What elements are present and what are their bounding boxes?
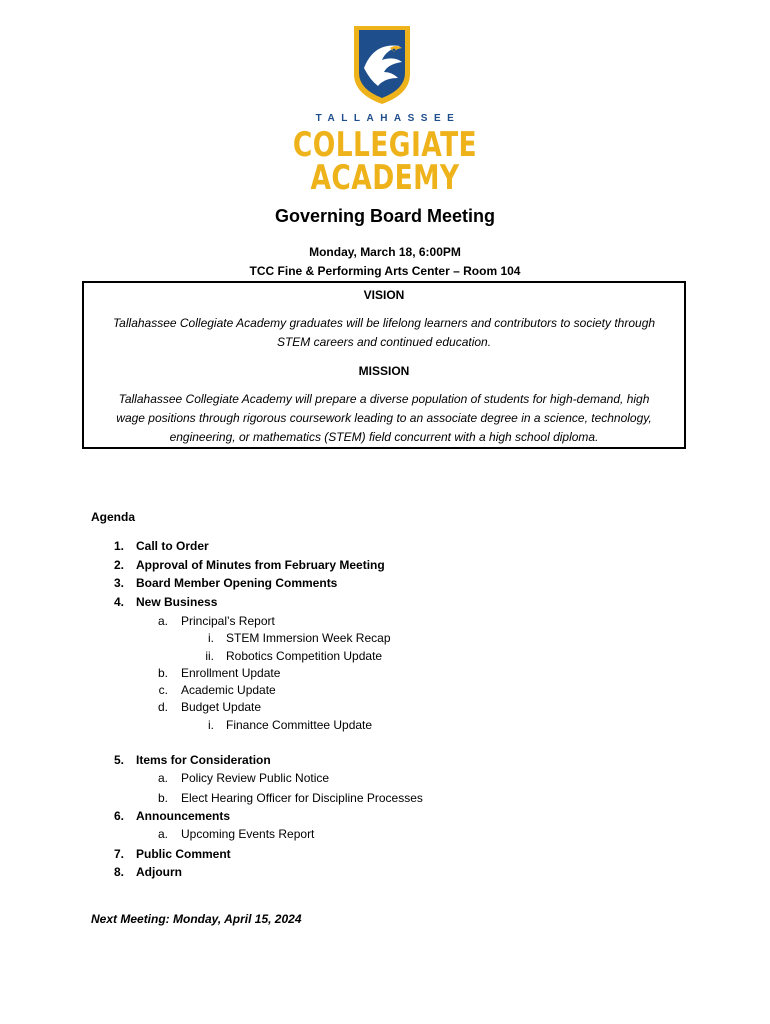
agenda-item-text: Policy Review Public Notice [181,771,330,785]
agenda-item-number: d. [157,700,168,714]
agenda-item-text: Items for Consideration [136,753,271,767]
agenda-item-number: 6. [113,809,124,823]
mission-line-3: engineering, or mathematics (STEM) field concurrent with a high school diploma. [169,430,599,444]
agenda-item-number: 2. [113,558,124,572]
mission-line-1: Tallahassee Collegiate Academy will prepare a diverse population of students for high-demand, high [118,392,650,406]
agenda-item-number: ii. [205,649,214,663]
agenda-item-number: 5. [113,753,124,767]
logo-collegiate-text: COLLEGIATE [292,125,478,165]
agenda-item-text: STEM Immersion Week Recap [226,631,391,645]
agenda-item-text: Elect Hearing Officer for Discipline Processes [181,791,423,805]
agenda-item-text: Robotics Competition Update [226,649,383,663]
agenda-item-number: i. [208,718,214,732]
agenda-item-number: a. [157,614,168,628]
logo-tallahassee-text: TALLAHASSEE [315,113,461,124]
agenda-item-number: i. [208,631,214,645]
mission-line-2: wage positions through rigorous coursework leading to an associate degree in a science, technology, [116,411,652,425]
agenda-item-number: 1. [113,539,124,553]
agenda-item-text: Principal’s Report [181,614,275,628]
agenda-item-number: c. [158,683,168,697]
agenda-item-text: Budget Update [181,700,262,714]
agenda-item-text: Finance Committee Update [226,718,373,732]
meeting-date: Monday, March 18, 6:00PM [309,245,461,259]
agenda-item-text: Announcements [136,809,231,823]
agenda-item-text: New Business [136,595,218,609]
meeting-venue: TCC Fine & Performing Arts Center – Room 104 [249,264,521,278]
agenda-label: Agenda [91,510,136,524]
school-crest-logo [350,22,414,106]
agenda-item-number: a. [157,827,168,841]
agenda-item-number: 3. [113,576,124,590]
agenda-item-text: Upcoming Events Report [181,827,315,841]
agenda-item-number: 7. [113,847,124,861]
agenda-item-text: Adjourn [136,865,182,879]
agenda-item-text: Approval of Minutes from February Meeting [136,558,385,572]
agenda-item-text: Academic Update [181,683,276,697]
agenda-item-number: b. [157,666,168,680]
next-meeting: Next Meeting: Monday, April 15, 2024 [91,912,302,926]
agenda-item-number: 8. [113,865,124,879]
agenda-item-text: Call to Order [136,539,209,553]
agenda-item-number: b. [157,791,168,805]
vision-line-2: STEM careers and continued education. [276,335,492,349]
page-title: Governing Board Meeting [274,206,496,226]
agenda-item-text: Enrollment Update [181,666,281,680]
logo-academy-text: ACADEMY [310,158,460,198]
vision-mission-box [82,281,686,449]
agenda-item-number: 4. [113,595,124,609]
mission-heading: MISSION [358,364,410,378]
vision-heading: VISION [363,288,405,302]
agenda-item-number: a. [157,771,168,785]
agenda-item-text: Public Comment [136,847,231,861]
agenda-item-text: Board Member Opening Comments [136,576,338,590]
vision-line-1: Tallahassee Collegiate Academy graduates will be lifelong learners and contributors to society through [112,316,656,330]
